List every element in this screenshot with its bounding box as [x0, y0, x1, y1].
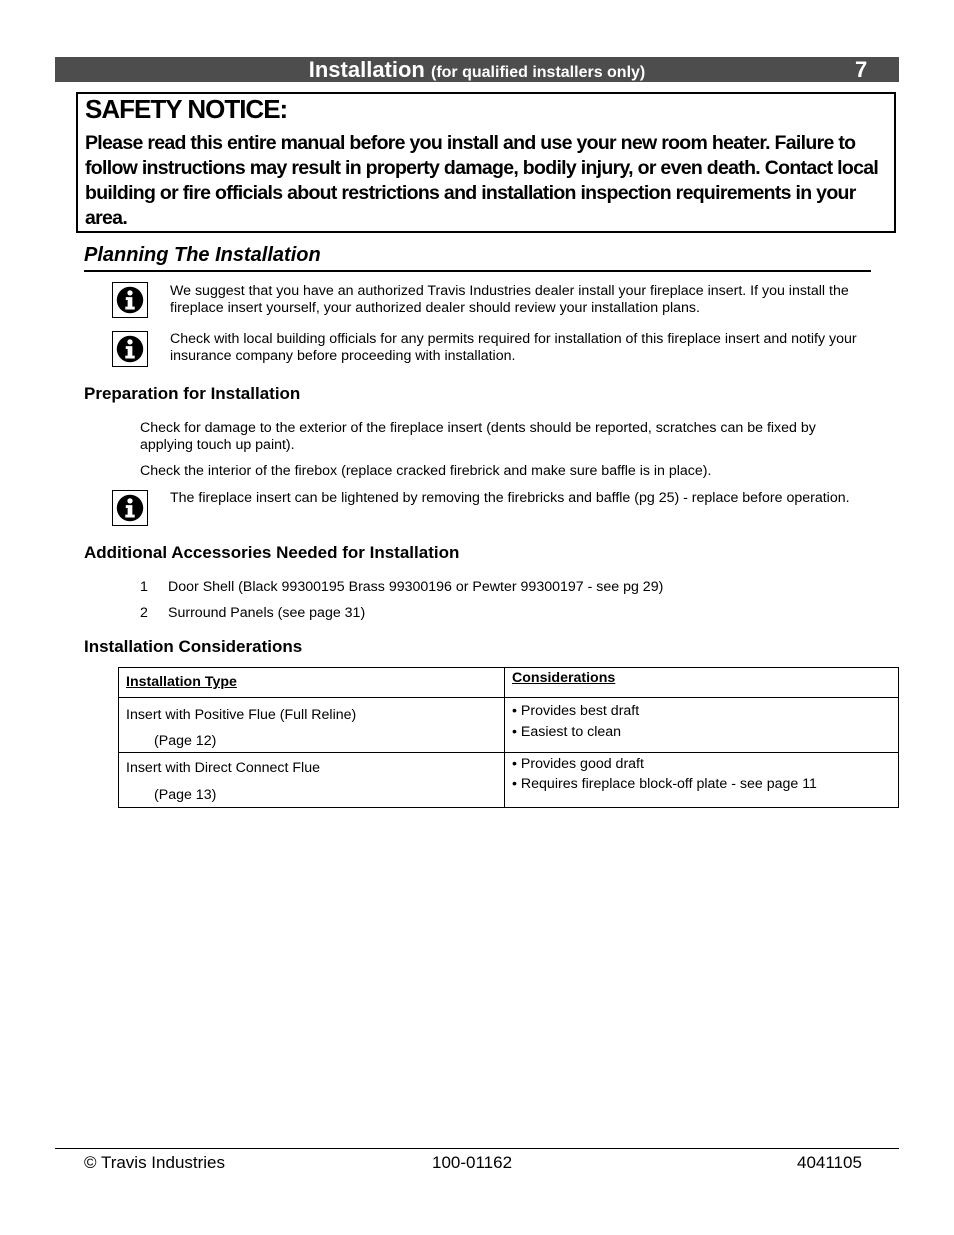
- table-cell-considerations: [505, 753, 899, 808]
- installation-type: Insert with Positive Flue (Full Reline): [126, 707, 357, 723]
- preparation-paragraph-1: Check for damage to the exterior of the fireplace insert (dents should be reported, scratches can be fixed by applying touch up paint).: [140, 420, 816, 453]
- considerations-heading: Installation Considerations: [84, 637, 303, 656]
- info-icon: [112, 282, 148, 318]
- consideration-point: • Requires fireplace block-off plate - see page 11: [512, 776, 817, 792]
- consideration-point: • Provides best draft: [512, 703, 640, 719]
- table-cell-type: [119, 753, 505, 808]
- preparation-note: The fireplace insert can be lightened by removing the firebricks and baffle (pg 25) - replace before operation.: [170, 490, 850, 506]
- table-row: [119, 698, 899, 753]
- preparation-heading: Preparation for Installation: [84, 384, 301, 403]
- planning-divider: [84, 270, 871, 272]
- section-title: Installation: [308, 57, 425, 82]
- footer-revision: 4041105: [797, 1153, 862, 1172]
- footer-divider: [55, 1148, 899, 1149]
- column-header-type: Installation Type: [119, 668, 505, 698]
- footer-copyright: © Travis Industries: [84, 1153, 226, 1172]
- accessory-number: 1: [140, 579, 148, 595]
- installation-page: (Page 13): [154, 787, 217, 803]
- table-cell-considerations: [505, 698, 899, 753]
- accessories-heading: Additional Accessories Needed for Installation: [84, 543, 460, 562]
- accessory-number: 2: [140, 605, 148, 621]
- installation-page: (Page 12): [154, 733, 217, 749]
- safety-notice-text: Please read this entire manual before you install and use your new room heater. Failure to follow instructions may result in property damage, bodily injury, or even death. Contact local building or fire officials about restrictions and installation inspection requirements in your area.: [85, 132, 879, 229]
- section-title-group: [55, 57, 899, 85]
- safety-notice-title: SAFETY NOTICE:: [85, 94, 288, 124]
- consideration-point: • Provides good draft: [512, 756, 644, 772]
- table-cell-type: [119, 698, 505, 753]
- planning-note-1: We suggest that you have an authorized Travis Industries dealer install your fireplace insert. If you install the fireplace insert yourself, your authorized dealer should review your installation plans.: [170, 283, 849, 316]
- planning-heading: Planning The Installation: [84, 244, 321, 266]
- accessory-item: Door Shell (Black 99300195 Brass 99300196 or Pewter 99300197 - see pg 29): [168, 579, 664, 595]
- info-icon: [112, 490, 148, 526]
- table-header-row: [119, 668, 899, 698]
- footer-document-number: 100-01162: [432, 1153, 513, 1172]
- table-row: [119, 753, 899, 808]
- section-subtitle: (for qualified installers only): [431, 64, 646, 81]
- page-number: 7: [855, 57, 868, 82]
- column-header-considerations: Considerations: [505, 668, 899, 698]
- accessory-item: Surround Panels (see page 31): [168, 605, 366, 621]
- consideration-point: • Easiest to clean: [512, 724, 622, 740]
- preparation-paragraph-2: Check the interior of the firebox (replace cracked firebrick and make sure baffle is in place).: [140, 463, 712, 479]
- info-icon: [112, 331, 148, 367]
- installation-type: Insert with Direct Connect Flue: [126, 760, 320, 776]
- considerations-table: [118, 667, 899, 808]
- planning-note-2: Check with local building officials for any permits required for installation of this fireplace insert and notify your insurance company before proceeding with installation.: [170, 331, 857, 364]
- safety-notice-box: [76, 92, 896, 233]
- section-header-bar: [55, 57, 899, 82]
